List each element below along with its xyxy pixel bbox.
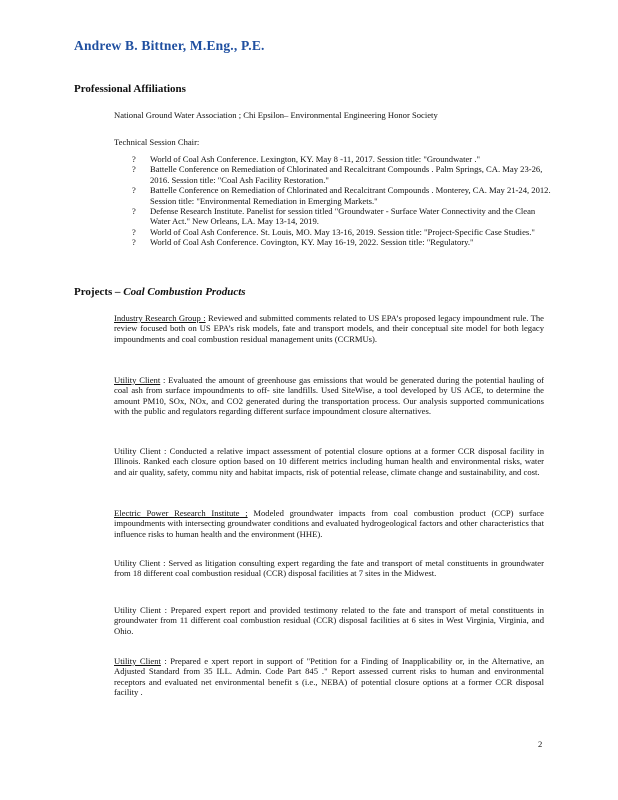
bullet-mark: ? [132,185,136,196]
list-item [132,206,552,227]
project-entry [114,605,544,636]
session-chair-label-text: Technical Session Chair: [114,137,200,147]
projects-heading-prefix: Projects [74,286,113,298]
project-client-label: Utility Client [114,558,161,568]
project-description: Reviewed and submitted comments related to US EPA’s proposed legacy impoundment rule. The review focused both on US EPA’s risk models, fate and transport models, and their conceptual site model for both legacy impoundments and coal combustion residual management units (CCRMUs). [114,313,544,344]
project-description: : Prepared e xpert report in support of "Petition for a Finding of Inapplicability or, in the Alternative, an Adjusted Standard from 35 ILL. Admin. Code Part 845 ." Report assessed current risks to human and environmental receptors and evaluated net environmental benefit s (i.e., NEBA) of potential closure options at a former CCR disposal facility . [114,656,544,698]
list-item-text: World of Coal Ash Conference. St. Louis, MO. May 13-16, 2019. Session title: "Project-Specific Case Studies." [150,226,535,237]
project-description: : Prepared expert report and provided testimony related to the fate and transport of metal constituents in groundwater from 11 different coal combustion residual (CCR) disposal facilities at 6 sites in West Virginia, Virginia, and Ohio. [114,605,544,636]
project-client-label: Industry Research Group : [114,313,206,323]
project-description: : Conducted a relative impact assessment of potential closure options at a former CCR disposal facility in Illinois. Ranked each closure option based on 10 different metrics including human health and environmental risks, water and air quality, safety, commu nity and habitat impacts, risk of potential release, climate change and sustainability, and cost. [114,446,544,477]
projects-heading [74,286,246,298]
list-item [132,154,552,164]
list-item-text: Battelle Conference on Remediation of Chlorinated and Recalcitrant Compounds . Palm Springs, CA. May 23-26, 2016. Session title: "Coal Ash Facility Restoration." [150,164,543,185]
project-entry [114,508,544,539]
list-item [132,164,552,185]
bullet-mark: ? [132,164,136,175]
projects-heading-suffix: – Coal Combustion Products [112,286,246,298]
page-number: 2 [538,739,543,749]
list-item [132,185,552,206]
project-entry [114,558,544,579]
list-item [132,227,552,237]
project-client-label: Utility Client [114,375,161,385]
project-description: Modeled groundwater impacts from coal combustion product (CCP) surface impoundments with intersecting groundwater conditions and evaluated hydrogeological factors and other characteristics that influence risks to human health and the environment (HHE). [114,508,544,539]
bullet-mark: ? [132,237,136,248]
list-item-text: Defense Research Institute. Panelist for session titled "Groundwater - Surface Water Connectivity and the Clean Water Act." New Orleans, LA. May 13-14, 2019. [150,206,536,227]
project-entry [114,375,544,417]
project-client-label: Utility Client [114,446,161,456]
session-chair-list [132,154,552,248]
project-entry [114,656,544,698]
affiliations-text [114,110,544,120]
affiliations-heading: Professional Affiliations [74,83,186,95]
list-item-text: World of Coal Ash Conference. Covington, KY. May 16-19, 2022. Session title: "Regulatory." [150,237,474,248]
project-description: : Served as litigation consulting expert regarding the fate and transport of metal constituents in groundwater from 18 different coal combustion residual (CCR) disposal facilities at 7 sites in the Midwest. [114,558,544,579]
author-name: Andrew B. Bittner, M.Eng., P.E. [74,38,265,53]
bullet-mark: ? [132,226,136,237]
project-description: : Evaluated the amount of greenhouse gas emissions that would be generated during the potential hauling of coal ash from surface impoundments to off- site landfills. Used SiteWise, a tool developed by US ACE, to determine the amount PM10, SOx, NOx, and CO2 generated during the transportation process. Our analysis supported communications with the public and regulators regarding different surface impoundment closure alternatives. [114,375,544,417]
list-item-text: Battelle Conference on Remediation of Chlorinated and Recalcitrant Compounds . Monterey, CA. May 21-24, 2012. Session title: "Environmental Remediation in Emerging Markets." [150,185,551,206]
session-chair-label [114,137,544,147]
affiliations-line: National Ground Water Association ; Chi Epsilon– Environmental Engineering Honor Society [114,110,438,120]
project-client-label: Electric Power Research Institute ; [114,508,248,518]
list-item-text: World of Coal Ash Conference. Lexington, KY. May 8 -11, 2017. Session title: "Groundwater ." [150,154,480,164]
project-client-label: Utility Client [114,656,161,666]
project-entry [114,446,544,477]
bullet-mark: ? [132,154,136,164]
project-client-label: Utility Client [114,605,162,615]
project-entry [114,313,544,344]
bullet-mark: ? [132,206,136,217]
list-item [132,237,552,247]
